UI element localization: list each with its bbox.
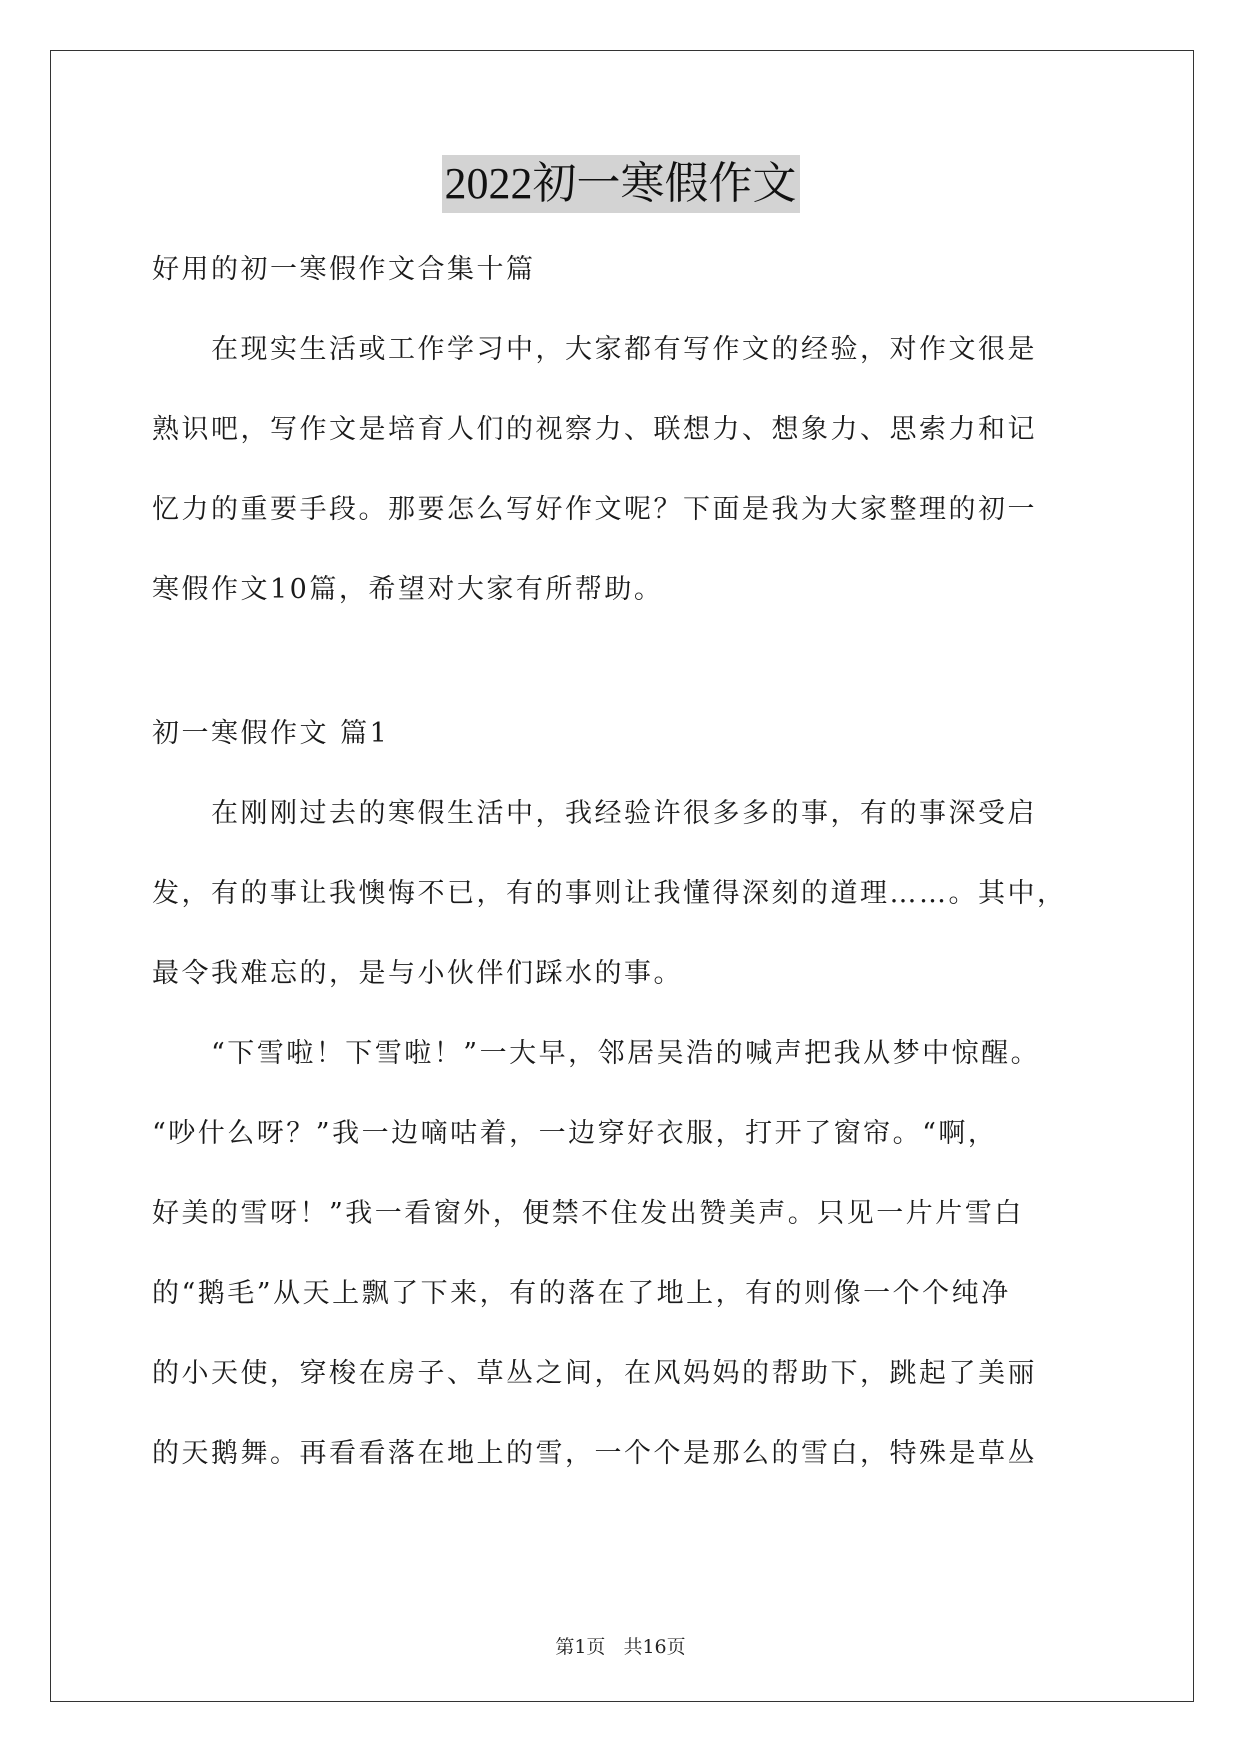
paragraph-line: 的天鹅舞。再看看落在地上的雪，一个个是那么的雪白，特殊是草丛 (152, 1438, 1037, 1469)
intro-line: 寒假作文10篇，希望对大家有所帮助。 (152, 574, 664, 605)
document-title: 2022初一寒假作文 (442, 155, 800, 213)
paragraph-line: 在刚刚过去的寒假生活中，我经验许很多多的事，有的事深受启 (152, 798, 1037, 829)
page-total: 共16页 (623, 1636, 686, 1658)
paragraph-line: “吵什么呀？”我一边嘀咕着，一边穿好衣服，打开了窗帘。“啊， (152, 1118, 998, 1149)
paragraph-line: “下雪啦！下雪啦！”一大早，邻居吴浩的喊声把我从梦中惊醒。 (152, 1038, 1041, 1069)
paragraph-line: 发，有的事让我懊悔不已，有的事则让我懂得深刻的道理……。其中， (152, 878, 1067, 909)
paragraph-line: 最令我难忘的，是与小伙伴们踩水的事。 (152, 958, 683, 989)
spacer (152, 630, 1092, 694)
document-subtitle: 好用的初一寒假作文合集十篇 (152, 254, 536, 285)
paragraph-2 (152, 1014, 1092, 1494)
intro-line: 熟识吧，写作文是培育人们的视察力、联想力、想象力、思索力和记 (152, 414, 1037, 445)
paragraph-1 (152, 774, 1092, 1014)
title-container (0, 155, 1241, 213)
paragraph-line: 的小天使，穿梭在房子、草丛之间，在风妈妈的帮助下，跳起了美丽 (152, 1358, 1037, 1389)
page-footer (0, 1632, 1241, 1659)
section-heading: 初一寒假作文 篇1 (152, 718, 390, 749)
document-body (152, 230, 1092, 1494)
paragraph-line: 好美的雪呀！”我一看窗外，便禁不住发出赞美声。只见一片片雪白 (152, 1198, 1024, 1229)
page-number: 第1页 (555, 1636, 606, 1658)
intro-line: 忆力的重要手段。那要怎么写好作文呢？下面是我为大家整理的初一 (152, 494, 1037, 525)
intro-paragraph (152, 310, 1092, 630)
intro-line: 在现实生活或工作学习中，大家都有写作文的经验，对作文很是 (152, 334, 1037, 365)
paragraph-line: 的“鹅毛”从天上飘了下来，有的落在了地上，有的则像一个个纯净 (152, 1278, 1011, 1309)
